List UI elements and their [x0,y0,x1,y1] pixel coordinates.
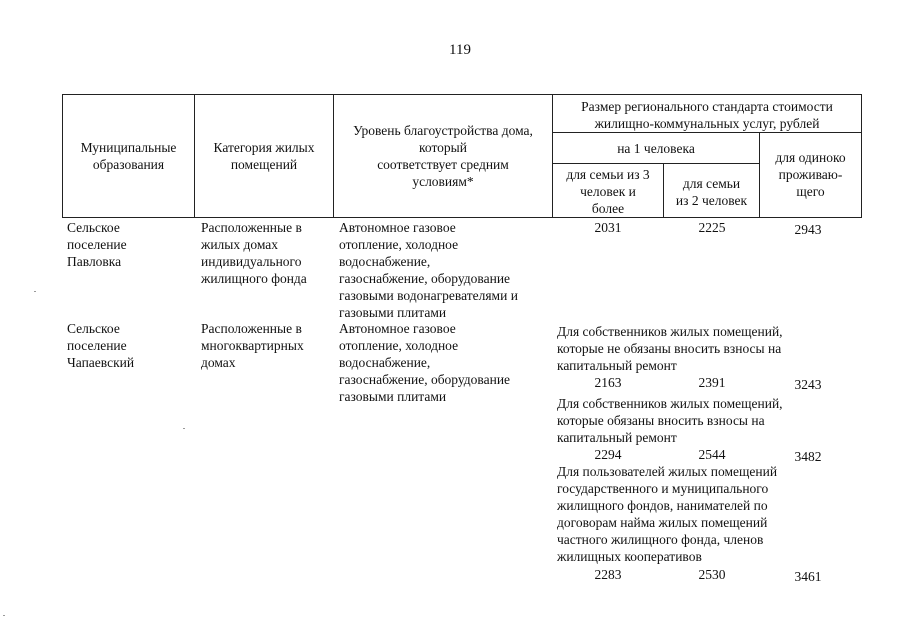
per-person-subheader-line [552,163,759,164]
row2-group1-note: Для собственников жилых помещений, которые не обязаны вносить взносы на капитальный ремонт [557,324,783,373]
row2-group3-note: Для пользователей жилых помещений государственного и муниципального жилищного фондов, нанимателей по договорам найма жилых помещений частного жилищного фонда, членов жилищных кооперативов [557,464,778,564]
header-per-person: на 1 человека [617,141,695,156]
row2-group3-value-single: 3461 [794,569,822,584]
table-top-border [62,94,862,95]
row1-municipality: Сельское поселение Павловка [67,220,127,269]
row2-group1-value-single: 3243 [794,377,822,392]
table-header-bottom-border [62,217,862,218]
row2-group3-value-family2: 2530 [698,567,726,582]
header-standard: Размер регионального стандарта стоимости жилищно-коммунальных услуг, рублей [581,99,833,131]
page-number: 119 [449,42,471,58]
row1-value-single: 2943 [794,222,822,237]
row2-group2-value-family2: 2544 [698,447,726,462]
scan-speck [34,291,36,292]
header-level: Уровень благоустройства дома, который соответствует средним условиям* [353,123,533,189]
row2-group2-value-family3: 2294 [594,447,622,462]
header-family3: для семьи из 3 человек и более [566,167,650,216]
row2-group3-value-family3: 2283 [594,567,622,582]
row2-level: Автономное газовое отопление, холодное водоснабжение, газоснабжение, оборудование газовыми плитами [339,321,511,404]
table-right-border [861,94,862,218]
scan-speck [183,428,185,429]
row2-group2-value-single: 3482 [794,449,822,464]
header-single: для одиноко проживаю- щего [775,150,846,199]
row1-value-family2: 2225 [698,220,726,235]
header-family2: для семьи из 2 человек [675,176,748,208]
standard-subheader-line [552,132,862,133]
row1-category: Расположенные в жилых домах индивидуального жилищного фонда [201,220,307,286]
header-category: Категория жилых помещений [213,140,315,172]
header-municipality: Муниципальные образования [80,140,177,172]
row2-municipality: Сельское поселение Чапаевский [67,321,135,370]
scan-speck [3,615,5,616]
row2-group1-value-family3: 2163 [594,375,622,390]
row1-value-family3: 2031 [594,220,622,235]
row2-category: Расположенные в многоквартирных домах [201,321,304,370]
row2-group2-note: Для собственников жилых помещений, которые обязаны вносить взносы на капитальный ремонт [557,396,783,445]
row1-level: Автономное газовое отопление, холодное водоснабжение, газоснабжение, оборудование газовыми водонагревателями и газовыми плитами [339,220,518,320]
row2-group1-value-family2: 2391 [698,375,726,390]
